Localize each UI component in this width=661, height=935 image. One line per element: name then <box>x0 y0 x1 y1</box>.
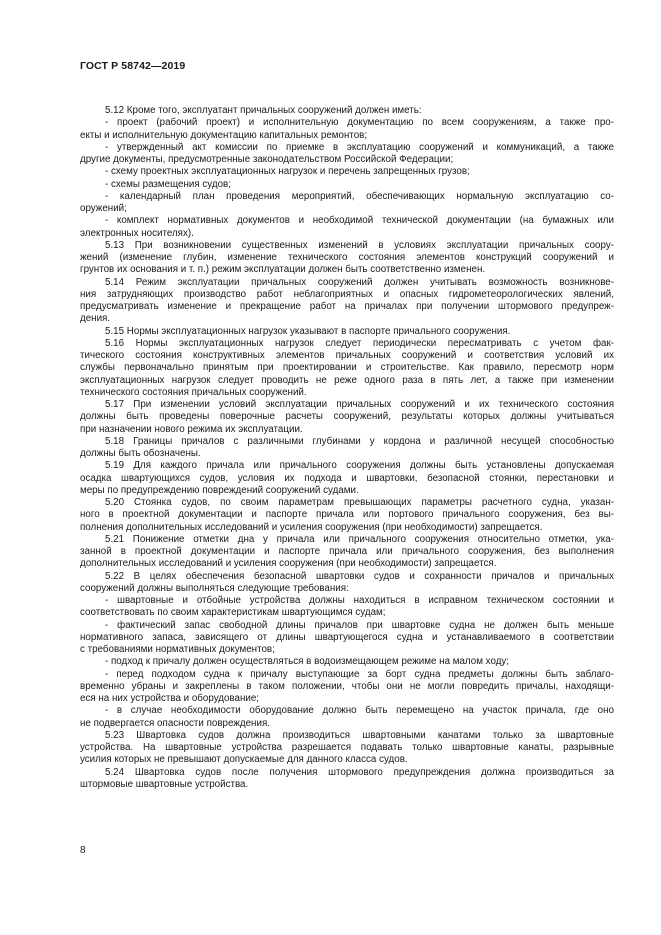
text-line: другие документы, предусмотренные законодательством Российской Федерации; <box>80 154 454 165</box>
text-line: 5.12 Кроме того, эксплуатант причальных сооружений должен иметь: <box>105 105 422 116</box>
text-line: - в случае необходимости оборудование должно быть перемещено на участок причала, где оно <box>105 705 614 717</box>
text-line: осадка швартующихся судов, условия их подхода и швартовки, безопасной стоянки, перестановки и <box>80 472 614 484</box>
document-body <box>80 105 614 791</box>
text-line: полнения дополнительных исследований и усиления сооружения (при необходимости) запрещается. <box>80 521 543 533</box>
text-line: электронных носителях). <box>80 227 194 239</box>
text-line: 5.21 Понижение отметки дна у причала или причального сооружения относительно отметки, ука- <box>105 533 614 545</box>
text-line: службы первоначально принятым при проектировании и строительстве. Как правило, пересмотр норм <box>80 362 614 374</box>
text-line: - комплект нормативных документов и необходимой технической документации (на бумажных или <box>105 215 614 227</box>
text-line: 5.13 При возникновении существенных изменений в условиях эксплуатации причальных соору- <box>105 239 614 251</box>
text-line: усилия которых не превышают допускаемые для данного класса судов. <box>80 754 408 766</box>
text-line: 5.17 При изменении условий эксплуатации причальных сооружений и их технического состояния <box>105 399 614 410</box>
text-line: еся на них устройства и оборудование; <box>80 693 260 704</box>
text-line: штормовые швартовные устройства. <box>80 778 249 790</box>
text-line: 5.22 В целях обеспечения безопасной швартовки судов и сохранности причалов и причальных <box>105 570 614 582</box>
text-line: - проект (рабочий проект) и исполнительную документацию по всем сооружениям, а также про- <box>105 117 614 129</box>
text-line: меры по предупреждению повреждений сооружений судами. <box>80 484 359 496</box>
text-line: оружений; <box>80 203 127 214</box>
text-line: - подход к причалу должен осуществляться в водоизмещающем режиме на малом ходу; <box>105 656 510 668</box>
text-line: 5.18 Границы причалов с различными глубинами у кордона и различной несущей способностью <box>105 435 614 447</box>
text-line: 5.19 Для каждого причала или причального сооружения должны быть установлены допускаемая <box>105 460 614 472</box>
text-line: 5.14 Режим эксплуатации причальных сооружений должен учитывать возможность возникнове- <box>105 276 614 288</box>
text-line: соответствовать по своим характеристикам швартующимся судам; <box>80 607 386 619</box>
text-line: дения. <box>80 313 111 325</box>
text-line: - фактический запас свободной длины причалов при швартовке судна не должен быть меньше <box>105 619 614 631</box>
text-line: 5.16 Нормы эксплуатационных нагрузок следует периодически пересматривать с учетом фак- <box>105 337 614 349</box>
text-line: екты и исполнительную документацию капитальных ремонтов; <box>80 129 368 141</box>
text-line: нормативного запаса, зависящего от длины швартующегося судна и устанавливаемого в соответствии <box>80 631 614 643</box>
text-line: дополнительных исследований и усиления сооружения (при необходимости) запрещается. <box>80 558 497 570</box>
text-line: должны быть обозначены. <box>80 448 201 459</box>
text-line: - схему проектных эксплуатационных нагрузок и перечень запрещенных грузов; <box>105 166 470 178</box>
text-line: - схемы размещения судов; <box>105 178 231 190</box>
text-line: при назначении нового режима их эксплуатации. <box>80 423 303 435</box>
text-line: технического состояния причальных сооружений. <box>80 386 307 398</box>
page-number: 8 <box>80 845 86 856</box>
text-line: не подвергается опасности повреждения. <box>80 717 270 729</box>
text-line: эксплуатационных нагрузок следует проводить не реже одного раза в пять лет, а также при изменении <box>80 374 614 386</box>
document-header: ГОСТ Р 58742—2019 <box>80 60 186 72</box>
text-line: жений (изменение глубин, изменение технического состояния элементов конструкций сооружений и <box>80 252 614 263</box>
text-line: - утвержденный акт комиссии по приемке в эксплуатацию сооружений и коммуникаций, а также <box>105 141 614 153</box>
text-line: должны быть проведены поверочные расчеты сооружений, результаты которых должны учитываться <box>80 411 614 423</box>
text-line: с требованиями нормативных документов; <box>80 644 275 655</box>
text-line: 5.23 Швартовка судов должна производиться швартовными канатами только за швартовные <box>105 729 614 741</box>
text-line: 5.24 Швартовка судов после получения штормового предупреждения должна производиться за <box>105 766 614 778</box>
text-line: грунтов их основания и т. п.) режим эксплуатации должен быть соответственно изменен. <box>80 264 486 276</box>
text-line: 5.15 Нормы эксплуатационных нагрузок указывают в паспорте причального сооружения. <box>105 325 511 337</box>
text-line: тического состояния конструктивных элементов причальных сооружений и соответствия условий их <box>80 350 614 361</box>
text-line: временно убраны и закреплены в таком положении, чтобы они не могли повредить причалы, находящи- <box>80 680 614 692</box>
text-line: 5.20 Стоянка судов, по своим параметрам превышающих параметры расчетного судна, указан- <box>105 497 614 508</box>
text-line: предусматривать изменение и прекращение работ на причалах при получении штормового предупреж- <box>80 301 614 312</box>
text-line: устройства. На швартовные устройства разрешается подавать только швартовные канаты, разрывные <box>80 742 614 753</box>
text-line: ного в проектной документации и паспорте причала или портового причального сооружения, без вы- <box>80 509 614 521</box>
text-line: занной в проектной документации и паспорте причала или причального сооружения, без выполнения <box>80 546 614 557</box>
text-line: - швартовные и отбойные устройства должны находиться в исправном техническом состоянии и <box>105 595 614 606</box>
text-line: - перед подходом судна к причалу выступающие за борт судна предметы должны быть заблаго- <box>105 668 614 680</box>
text-line: - календарный план проведения мероприятий, обеспечивающих нормальную эксплуатацию со- <box>105 190 614 202</box>
text-line: ния затрудняющих производство работ неблагоприятных и опасных гидрометеорологических явлений, <box>80 288 614 300</box>
text-line: сооружений должны выполняться следующие требования: <box>80 582 349 594</box>
